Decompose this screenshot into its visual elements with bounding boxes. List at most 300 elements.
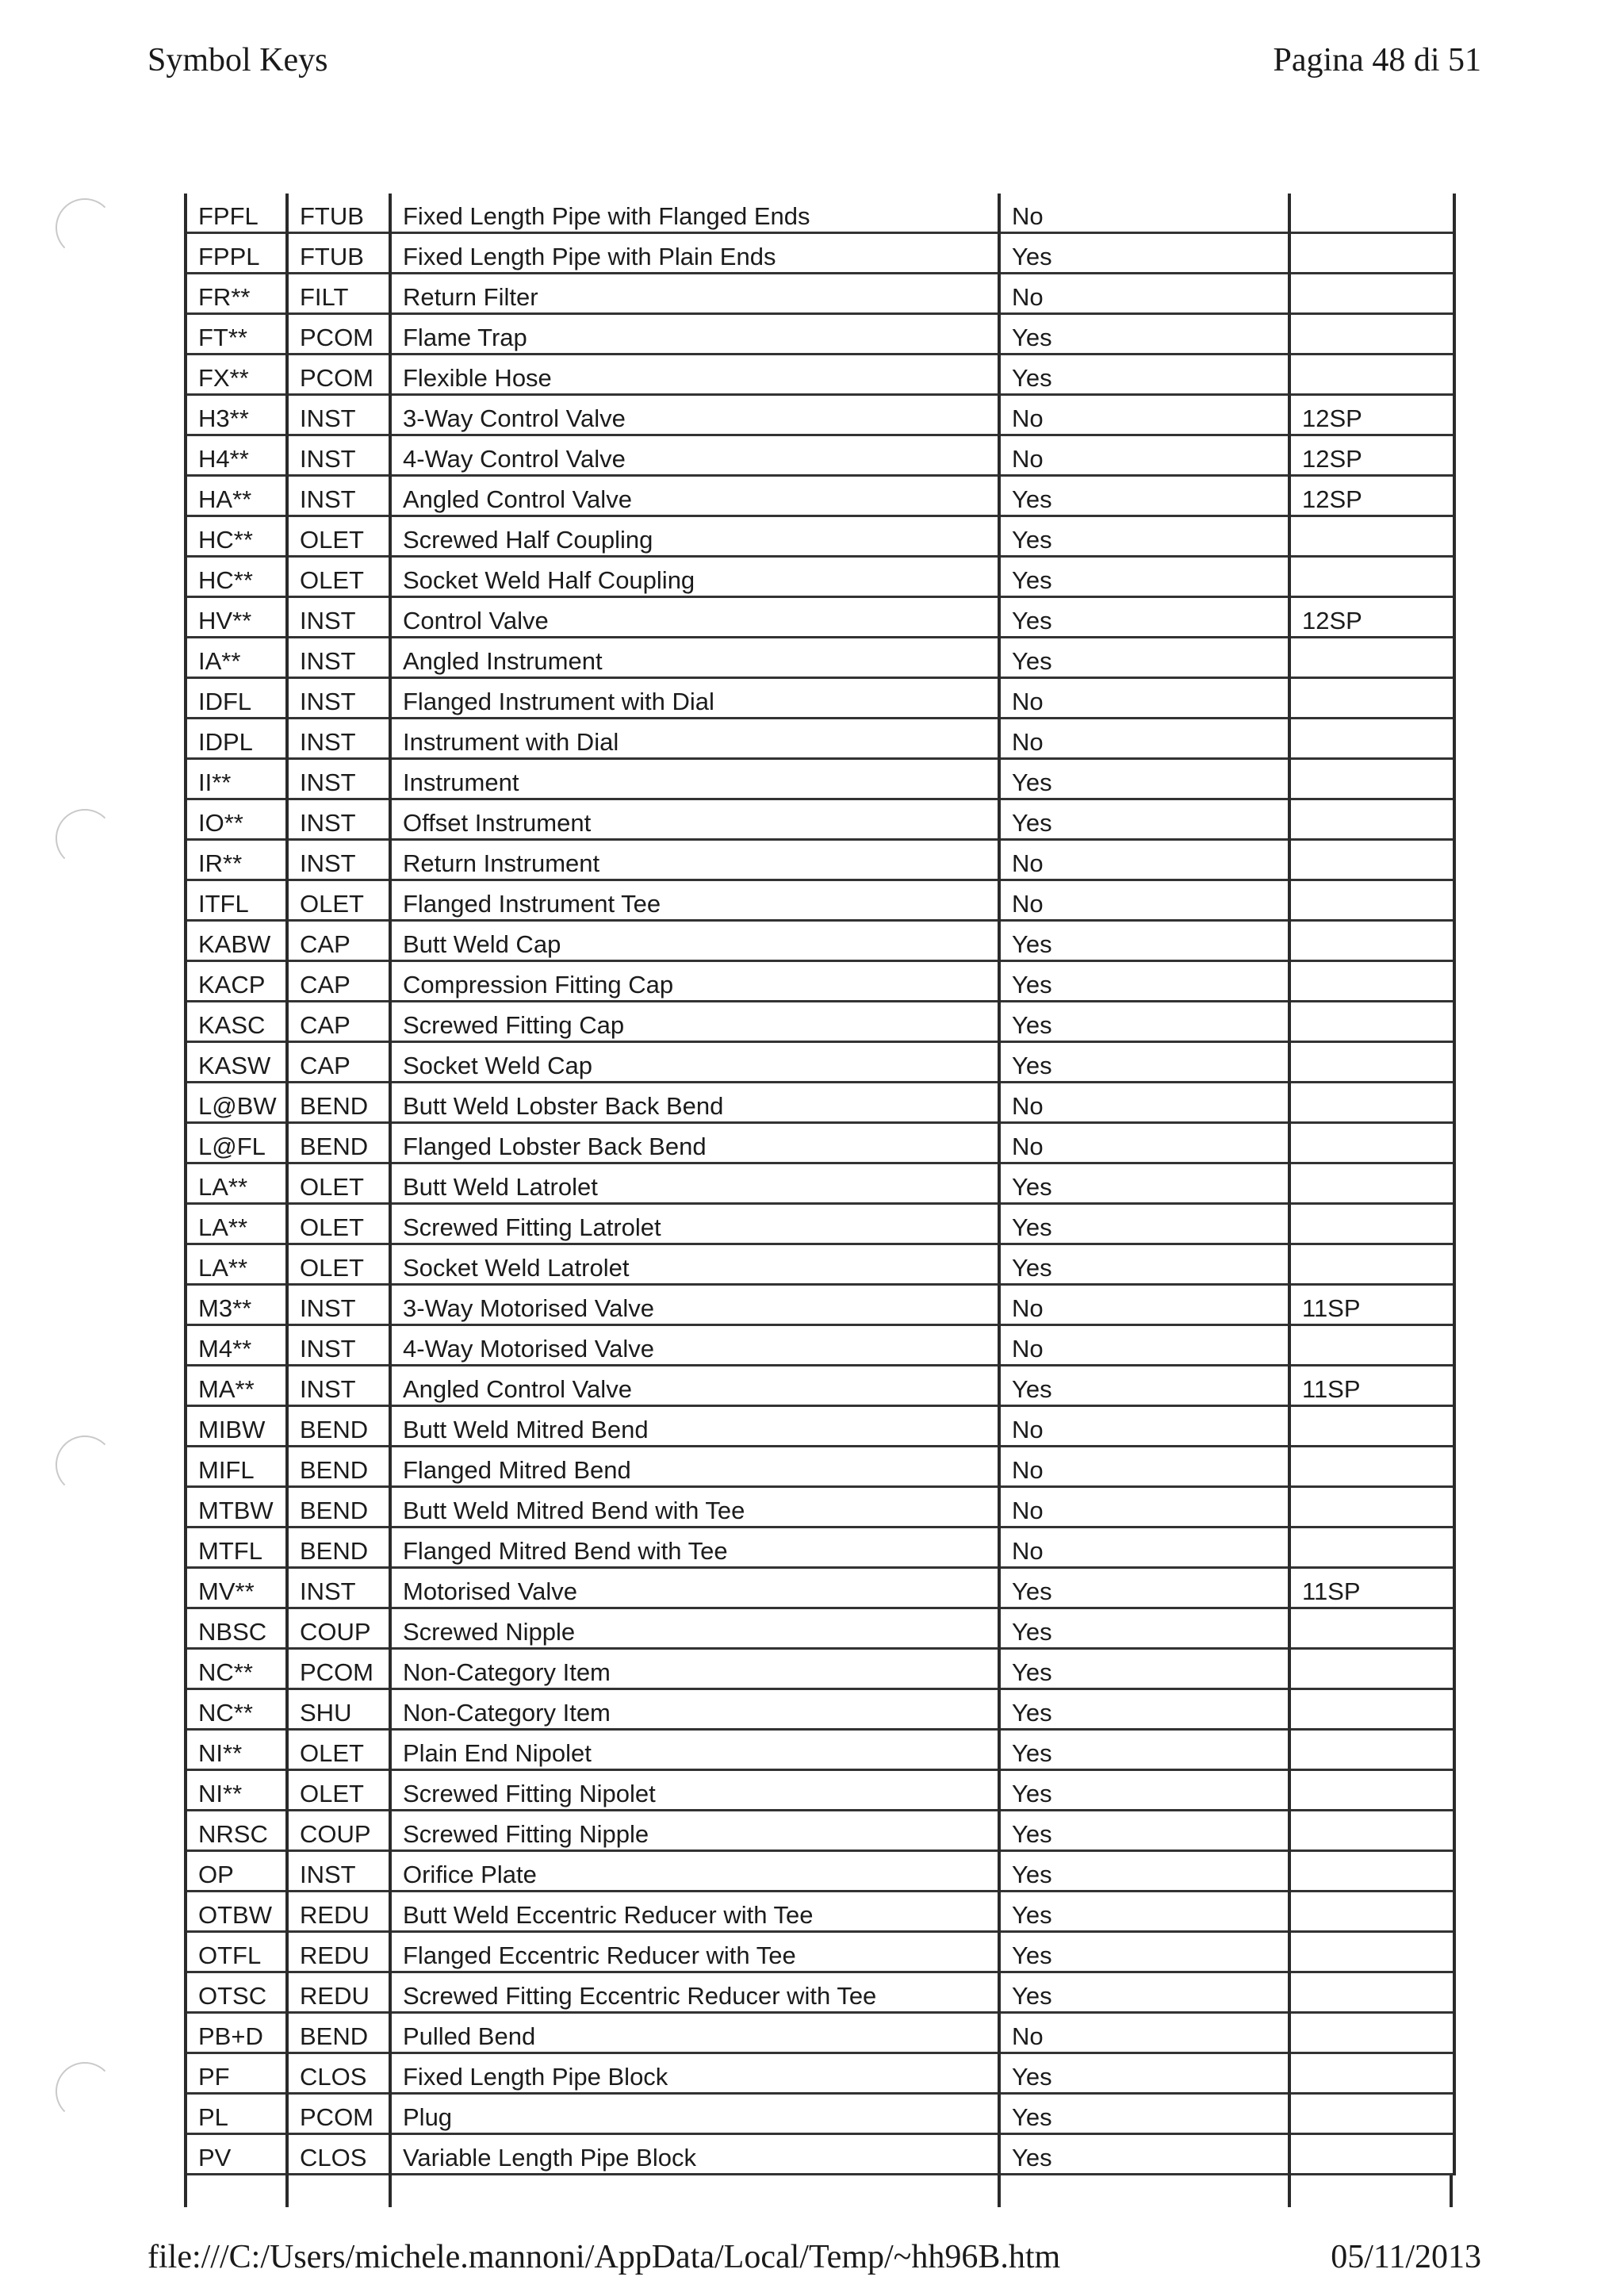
spec-cell [1289, 1527, 1454, 1568]
spec-cell [1289, 194, 1454, 233]
table-tail [184, 2175, 1453, 2207]
symbol-key-cell: II** [186, 759, 287, 799]
category-cell: INST [287, 840, 390, 880]
table-row [186, 1568, 1454, 1608]
flag-cell: No [999, 274, 1289, 314]
symbol-key-cell: MA** [186, 1366, 287, 1406]
flag-cell: Yes [999, 961, 1289, 1002]
flag-cell: Yes [999, 1770, 1289, 1811]
spec-cell [1289, 2134, 1454, 2175]
description-cell: Screwed Fitting Cap [390, 1002, 999, 1042]
description-cell: 3-Way Control Valve [390, 395, 999, 435]
description-cell: Instrument with Dial [390, 719, 999, 759]
spec-cell [1289, 1892, 1454, 1932]
symbol-key-cell: PL [186, 2094, 287, 2134]
symbol-key-cell: MV** [186, 1568, 287, 1608]
flag-cell: Yes [999, 1689, 1289, 1730]
table-row [186, 1204, 1454, 1244]
flag-cell: Yes [999, 1892, 1289, 1932]
category-cell: FTUB [287, 194, 390, 233]
table-row [186, 516, 1454, 557]
category-cell: BEND [287, 1083, 390, 1123]
symbol-key-cell: HC** [186, 516, 287, 557]
spec-cell [1289, 1042, 1454, 1083]
spec-cell [1289, 557, 1454, 597]
spec-cell [1289, 1083, 1454, 1123]
symbol-key-cell: FR** [186, 274, 287, 314]
symbol-key-cell: M3** [186, 1285, 287, 1325]
description-cell: Non-Category Item [390, 1649, 999, 1689]
category-cell: INST [287, 799, 390, 840]
spec-cell [1289, 314, 1454, 355]
spec-cell [1289, 1689, 1454, 1730]
flag-cell: Yes [999, 597, 1289, 638]
category-cell: FILT [287, 274, 390, 314]
description-cell: Butt Weld Mitred Bend with Tee [390, 1487, 999, 1527]
category-cell: CAP [287, 1002, 390, 1042]
symbol-key-cell: IR** [186, 840, 287, 880]
table-row [186, 1730, 1454, 1770]
spec-cell [1289, 1811, 1454, 1851]
symbol-key-cell: H3** [186, 395, 287, 435]
document-title: Symbol Keys [147, 42, 328, 79]
flag-cell: Yes [999, 1204, 1289, 1244]
table-row [186, 1527, 1454, 1568]
category-cell: OLET [287, 1770, 390, 1811]
symbol-keys-table-wrapper [184, 194, 1453, 2207]
table-row [186, 1447, 1454, 1487]
spec-cell [1289, 1972, 1454, 2013]
table-row [186, 355, 1454, 395]
description-cell: Flanged Instrument with Dial [390, 678, 999, 719]
category-cell: CAP [287, 1042, 390, 1083]
table-row [186, 1042, 1454, 1083]
table-row [186, 274, 1454, 314]
description-cell: Pulled Bend [390, 2013, 999, 2053]
category-cell: INST [287, 1285, 390, 1325]
spec-cell [1289, 961, 1454, 1002]
description-cell: Plug [390, 2094, 999, 2134]
file-path: file:///C:/Users/michele.mannoni/AppData/Local/Temp/~hh96B.htm [147, 2239, 1061, 2275]
description-cell: Butt Weld Lobster Back Bend [390, 1083, 999, 1123]
flag-cell: Yes [999, 1972, 1289, 2013]
spec-cell [1289, 2013, 1454, 2053]
category-cell: CLOS [287, 2134, 390, 2175]
description-cell: Plain End Nipolet [390, 1730, 999, 1770]
category-cell: INST [287, 476, 390, 516]
flag-cell: No [999, 840, 1289, 880]
spec-cell [1289, 1204, 1454, 1244]
spec-cell [1289, 921, 1454, 961]
description-cell: Screwed Fitting Eccentric Reducer with Tee [390, 1972, 999, 2013]
description-cell: Butt Weld Cap [390, 921, 999, 961]
table-body [186, 194, 1454, 2175]
symbol-key-cell: KASW [186, 1042, 287, 1083]
spec-cell [1289, 638, 1454, 678]
flag-cell: Yes [999, 921, 1289, 961]
flag-cell: Yes [999, 1730, 1289, 1770]
flag-cell: No [999, 1447, 1289, 1487]
category-cell: INST [287, 1851, 390, 1892]
symbol-key-cell: KACP [186, 961, 287, 1002]
symbol-key-cell: MTBW [186, 1487, 287, 1527]
symbol-key-cell: OTFL [186, 1932, 287, 1972]
spec-cell [1289, 1447, 1454, 1487]
symbol-key-cell: OP [186, 1851, 287, 1892]
symbol-key-cell: NBSC [186, 1608, 287, 1649]
category-cell: INST [287, 638, 390, 678]
symbol-key-cell: H4** [186, 435, 287, 476]
flag-cell: No [999, 1083, 1289, 1123]
table-row [186, 1123, 1454, 1163]
symbol-key-cell: MIFL [186, 1447, 287, 1487]
table-row [186, 1325, 1454, 1366]
spec-cell [1289, 274, 1454, 314]
flag-cell: No [999, 1487, 1289, 1527]
punch-hole-mark [56, 2062, 114, 2121]
symbol-key-cell: LA** [186, 1163, 287, 1204]
page-header [0, 41, 1624, 89]
symbol-key-cell: PF [186, 2053, 287, 2094]
symbol-key-cell: HV** [186, 597, 287, 638]
table-row [186, 840, 1454, 880]
description-cell: Butt Weld Latrolet [390, 1163, 999, 1204]
flag-cell: Yes [999, 355, 1289, 395]
table-row [186, 1487, 1454, 1527]
flag-cell: Yes [999, 759, 1289, 799]
flag-cell: Yes [999, 516, 1289, 557]
print-date: 05/11/2013 [1331, 2239, 1481, 2275]
description-cell: Variable Length Pipe Block [390, 2134, 999, 2175]
category-cell: REDU [287, 1892, 390, 1932]
symbol-key-cell: NC** [186, 1689, 287, 1730]
description-cell: Butt Weld Mitred Bend [390, 1406, 999, 1447]
table-row [186, 678, 1454, 719]
page-number: Pagina 48 di 51 [1273, 42, 1481, 79]
category-cell: INST [287, 395, 390, 435]
category-cell: SHU [287, 1689, 390, 1730]
spec-cell: 12SP [1289, 395, 1454, 435]
flag-cell: Yes [999, 1568, 1289, 1608]
spec-cell [1289, 233, 1454, 274]
flag-cell: Yes [999, 1002, 1289, 1042]
flag-cell: No [999, 1123, 1289, 1163]
category-cell: INST [287, 678, 390, 719]
spec-cell [1289, 1770, 1454, 1811]
symbol-key-cell: HA** [186, 476, 287, 516]
category-cell: FTUB [287, 233, 390, 274]
category-cell: OLET [287, 516, 390, 557]
table-row [186, 233, 1454, 274]
flag-cell: Yes [999, 1366, 1289, 1406]
table-row [186, 1406, 1454, 1447]
category-cell: CLOS [287, 2053, 390, 2094]
flag-cell: No [999, 1406, 1289, 1447]
flag-cell: Yes [999, 1608, 1289, 1649]
symbol-key-cell: L@BW [186, 1083, 287, 1123]
table-row [186, 194, 1454, 233]
symbol-key-cell: PB+D [186, 2013, 287, 2053]
spec-cell: 11SP [1289, 1568, 1454, 1608]
description-cell: Socket Weld Latrolet [390, 1244, 999, 1285]
flag-cell: Yes [999, 2053, 1289, 2094]
flag-cell: No [999, 435, 1289, 476]
flag-cell: Yes [999, 1811, 1289, 1851]
symbol-key-cell: MTFL [186, 1527, 287, 1568]
category-cell: INST [287, 759, 390, 799]
table-row [186, 759, 1454, 799]
spec-cell [1289, 678, 1454, 719]
category-cell: BEND [287, 2013, 390, 2053]
category-cell: CAP [287, 961, 390, 1002]
spec-cell: 11SP [1289, 1285, 1454, 1325]
table-row [186, 880, 1454, 921]
description-cell: Angled Control Valve [390, 476, 999, 516]
description-cell: Flanged Eccentric Reducer with Tee [390, 1932, 999, 1972]
table-row [186, 1689, 1454, 1730]
table-row [186, 2094, 1454, 2134]
symbol-key-cell: MIBW [186, 1406, 287, 1447]
category-cell: OLET [287, 1204, 390, 1244]
description-cell: Flanged Instrument Tee [390, 880, 999, 921]
table-row [186, 719, 1454, 759]
page-footer [0, 2238, 1624, 2286]
flag-cell: Yes [999, 1244, 1289, 1285]
spec-cell [1289, 1608, 1454, 1649]
table-row [186, 1649, 1454, 1689]
description-cell: Fixed Length Pipe with Plain Ends [390, 233, 999, 274]
description-cell: Socket Weld Cap [390, 1042, 999, 1083]
table-row [186, 395, 1454, 435]
table-row [186, 1163, 1454, 1204]
category-cell: BEND [287, 1123, 390, 1163]
flag-cell: No [999, 395, 1289, 435]
spec-cell [1289, 1932, 1454, 1972]
table-row [186, 1811, 1454, 1851]
category-cell: REDU [287, 1972, 390, 2013]
flag-cell: Yes [999, 314, 1289, 355]
description-cell: Screwed Fitting Nipple [390, 1811, 999, 1851]
spec-cell [1289, 759, 1454, 799]
flag-cell: Yes [999, 2134, 1289, 2175]
table-row [186, 1608, 1454, 1649]
table-row [186, 435, 1454, 476]
description-cell: Socket Weld Half Coupling [390, 557, 999, 597]
table-row [186, 799, 1454, 840]
flag-cell: Yes [999, 1851, 1289, 1892]
table-row [186, 2053, 1454, 2094]
symbol-key-cell: OTSC [186, 1972, 287, 2013]
punch-hole-mark [56, 198, 114, 257]
spec-cell [1289, 840, 1454, 880]
description-cell: Non-Category Item [390, 1689, 999, 1730]
description-cell: Instrument [390, 759, 999, 799]
spec-cell [1289, 1123, 1454, 1163]
category-cell: BEND [287, 1406, 390, 1447]
table-row [186, 2013, 1454, 2053]
description-cell: Fixed Length Pipe with Flanged Ends [390, 194, 999, 233]
table-row [186, 1770, 1454, 1811]
table-row [186, 1002, 1454, 1042]
symbol-key-cell: ITFL [186, 880, 287, 921]
flag-cell: No [999, 1325, 1289, 1366]
punch-hole-mark [56, 809, 114, 868]
table-row [186, 2134, 1454, 2175]
spec-cell [1289, 1487, 1454, 1527]
symbol-key-cell: IA** [186, 638, 287, 678]
category-cell: CAP [287, 921, 390, 961]
category-cell: COUP [287, 1811, 390, 1851]
description-cell: Butt Weld Eccentric Reducer with Tee [390, 1892, 999, 1932]
flag-cell: Yes [999, 1649, 1289, 1689]
category-cell: INST [287, 1568, 390, 1608]
symbol-key-cell: IDPL [186, 719, 287, 759]
description-cell: 4-Way Control Valve [390, 435, 999, 476]
table-row [186, 1244, 1454, 1285]
description-cell: Flanged Mitred Bend with Tee [390, 1527, 999, 1568]
flag-cell: No [999, 2013, 1289, 2053]
category-cell: PCOM [287, 355, 390, 395]
description-cell: Motorised Valve [390, 1568, 999, 1608]
category-cell: PCOM [287, 1649, 390, 1689]
description-cell: 4-Way Motorised Valve [390, 1325, 999, 1366]
symbol-key-cell: KASC [186, 1002, 287, 1042]
spec-cell [1289, 1406, 1454, 1447]
category-cell: INST [287, 597, 390, 638]
spec-cell [1289, 355, 1454, 395]
description-cell: Screwed Fitting Nipolet [390, 1770, 999, 1811]
flag-cell: Yes [999, 233, 1289, 274]
description-cell: Flanged Mitred Bend [390, 1447, 999, 1487]
description-cell: Return Instrument [390, 840, 999, 880]
description-cell: Flexible Hose [390, 355, 999, 395]
spec-cell [1289, 2094, 1454, 2134]
spec-cell: 12SP [1289, 476, 1454, 516]
symbol-key-cell: FX** [186, 355, 287, 395]
flag-cell: Yes [999, 638, 1289, 678]
table-row [186, 1972, 1454, 2013]
symbol-key-cell: PV [186, 2134, 287, 2175]
symbol-keys-table [184, 194, 1456, 2175]
description-cell: Screwed Half Coupling [390, 516, 999, 557]
table-row [186, 314, 1454, 355]
flag-cell: Yes [999, 476, 1289, 516]
category-cell: OLET [287, 1730, 390, 1770]
symbol-key-cell: LA** [186, 1244, 287, 1285]
symbol-key-cell: KABW [186, 921, 287, 961]
flag-cell: No [999, 880, 1289, 921]
symbol-key-cell: M4** [186, 1325, 287, 1366]
spec-cell [1289, 516, 1454, 557]
spec-cell: 12SP [1289, 435, 1454, 476]
flag-cell: No [999, 1527, 1289, 1568]
description-cell: Return Filter [390, 274, 999, 314]
symbol-key-cell: NI** [186, 1770, 287, 1811]
symbol-key-cell: NC** [186, 1649, 287, 1689]
category-cell: BEND [287, 1447, 390, 1487]
category-cell: BEND [287, 1527, 390, 1568]
description-cell: Screwed Nipple [390, 1608, 999, 1649]
spec-cell [1289, 799, 1454, 840]
flag-cell: No [999, 194, 1289, 233]
spec-cell [1289, 880, 1454, 921]
table-row [186, 961, 1454, 1002]
spec-cell [1289, 1163, 1454, 1204]
spec-cell [1289, 1649, 1454, 1689]
category-cell: INST [287, 719, 390, 759]
table-row [186, 476, 1454, 516]
spec-cell [1289, 1325, 1454, 1366]
table-row [186, 597, 1454, 638]
flag-cell: Yes [999, 557, 1289, 597]
table-row [186, 1083, 1454, 1123]
description-cell: Compression Fitting Cap [390, 961, 999, 1002]
spec-cell: 11SP [1289, 1366, 1454, 1406]
category-cell: OLET [287, 1163, 390, 1204]
symbol-key-cell: L@FL [186, 1123, 287, 1163]
flag-cell: Yes [999, 1932, 1289, 1972]
flag-cell: No [999, 678, 1289, 719]
description-cell: Screwed Fitting Latrolet [390, 1204, 999, 1244]
table-row [186, 1851, 1454, 1892]
flag-cell: No [999, 1285, 1289, 1325]
spec-cell [1289, 2053, 1454, 2094]
spec-cell [1289, 1730, 1454, 1770]
flag-cell: Yes [999, 1163, 1289, 1204]
symbol-key-cell: NI** [186, 1730, 287, 1770]
spec-cell: 12SP [1289, 597, 1454, 638]
description-cell: Fixed Length Pipe Block [390, 2053, 999, 2094]
symbol-key-cell: IO** [186, 799, 287, 840]
symbol-key-cell: FPFL [186, 194, 287, 233]
category-cell: COUP [287, 1608, 390, 1649]
symbol-key-cell: LA** [186, 1204, 287, 1244]
symbol-key-cell: FPPL [186, 233, 287, 274]
category-cell: PCOM [287, 314, 390, 355]
flag-cell: Yes [999, 799, 1289, 840]
table-row [186, 557, 1454, 597]
punch-hole-mark [56, 1435, 114, 1494]
flag-cell: No [999, 719, 1289, 759]
symbol-key-cell: NRSC [186, 1811, 287, 1851]
table-row [186, 1366, 1454, 1406]
category-cell: INST [287, 1366, 390, 1406]
description-cell: Angled Control Valve [390, 1366, 999, 1406]
table-row [186, 1932, 1454, 1972]
table-row [186, 1285, 1454, 1325]
flag-cell: Yes [999, 2094, 1289, 2134]
symbol-key-cell: HC** [186, 557, 287, 597]
spec-cell [1289, 1244, 1454, 1285]
category-cell: INST [287, 435, 390, 476]
category-cell: REDU [287, 1932, 390, 1972]
category-cell: INST [287, 1325, 390, 1366]
description-cell: Control Valve [390, 597, 999, 638]
table-row [186, 638, 1454, 678]
description-cell: Flame Trap [390, 314, 999, 355]
symbol-key-cell: FT** [186, 314, 287, 355]
spec-cell [1289, 719, 1454, 759]
category-cell: BEND [287, 1487, 390, 1527]
description-cell: Orifice Plate [390, 1851, 999, 1892]
description-cell: 3-Way Motorised Valve [390, 1285, 999, 1325]
description-cell: Angled Instrument [390, 638, 999, 678]
spec-cell [1289, 1002, 1454, 1042]
category-cell: PCOM [287, 2094, 390, 2134]
flag-cell: Yes [999, 1042, 1289, 1083]
category-cell: OLET [287, 880, 390, 921]
category-cell: OLET [287, 557, 390, 597]
